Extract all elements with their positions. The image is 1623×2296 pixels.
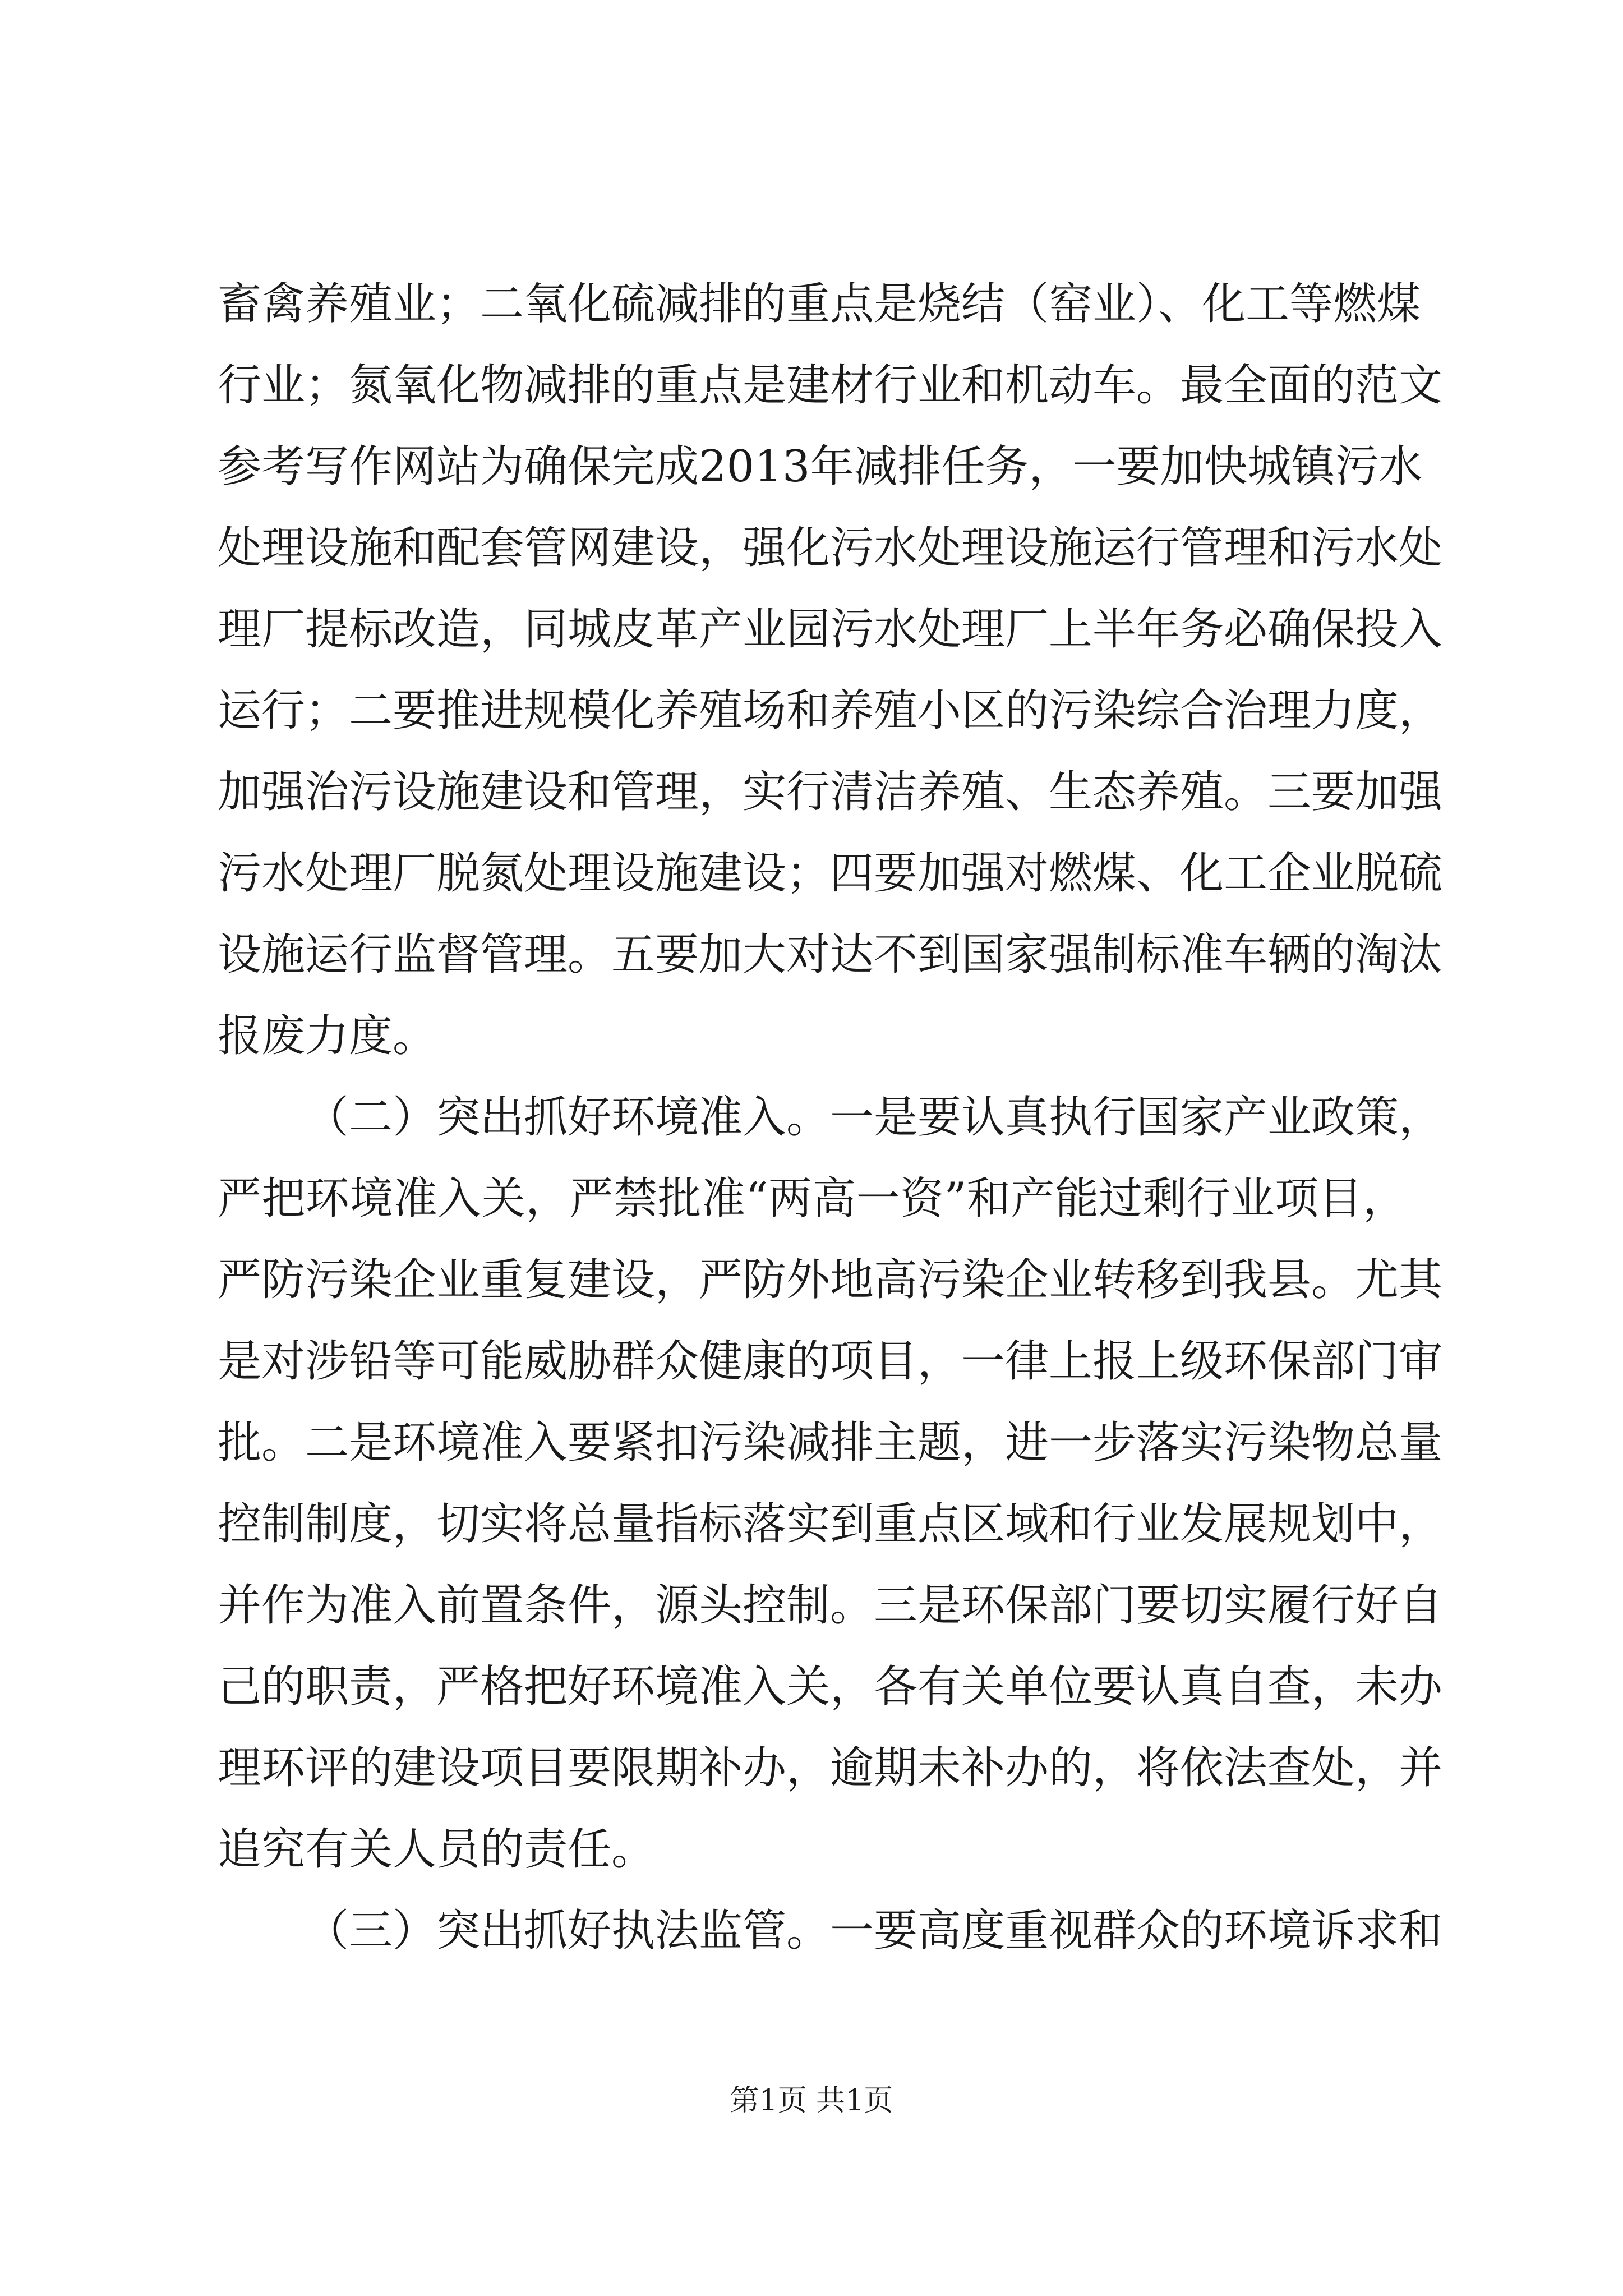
text-line: 理环评的建设项目要限期补办，逾期未补办的，将依法查处，并	[218, 1743, 1443, 1793]
text-line: 运行；二要推进规模化养殖场和养殖小区的污染综合治理力度，	[218, 685, 1443, 736]
page-footer: 第1页 共1页	[730, 2084, 893, 2118]
text-line: 严把环境准入关，严禁批准“两高一资”和产能过剩行业项目，	[218, 1174, 1407, 1224]
text-line: 追究有关人员的责任。	[218, 1824, 656, 1875]
text-line: 控制制度，切实将总量指标落实到重点区域和行业发展规划中，	[218, 1499, 1443, 1549]
text-line: 设施运行监督管理。五要加大对达不到国家强制标准车辆的淘汰	[218, 930, 1443, 980]
text-line: 是对涉铅等可能威胁群众健康的项目，一律上报上级环保部门审	[218, 1336, 1443, 1387]
text-line: 处理设施和配套管网建设，强化污水处理设施运行管理和污水处	[218, 523, 1443, 573]
text-line: 参考写作网站为确保完成2013年减排任务，一要加快城镇污水	[218, 441, 1423, 492]
section-heading-line: （二）突出抓好环境准入。一是要认真执行国家产业政策，	[305, 1092, 1443, 1143]
text-line: 畜禽养殖业；二氧化硫减排的重点是烧结（窑业）、化工等燃煤	[218, 279, 1421, 329]
text-line: 加强治污设施建设和管理，实行清洁养殖、生态养殖。三要加强	[218, 767, 1443, 817]
document-body	[218, 264, 1443, 1972]
text-line: 污水处理厂脱氮处理设施建设；四要加强对燃煤、化工企业脱硫	[218, 848, 1443, 899]
text-line: 并作为准入前置条件，源头控制。三是环保部门要切实履行好自	[218, 1580, 1443, 1631]
text-line: 理厂提标改造，同城皮革产业园污水处理厂上半年务必确保投入	[218, 604, 1443, 655]
text-line: 己的职责，严格把好环境准入关，各有关单位要认真自查，未办	[218, 1662, 1443, 1712]
text-line: 严防污染企业重复建设，严防外地高污染企业转移到我县。尤其	[218, 1255, 1443, 1305]
text-line: 报废力度。	[218, 1011, 437, 1061]
section-heading-line: （三）突出抓好执法监管。一要高度重视群众的环境诉求和	[305, 1906, 1443, 1956]
text-line: 批。二是环境准入要紧扣污染减排主题，进一步落实污染物总量	[218, 1418, 1443, 1468]
text-line: 行业；氮氧化物减排的重点是建材行业和机动车。最全面的范文	[218, 360, 1443, 411]
